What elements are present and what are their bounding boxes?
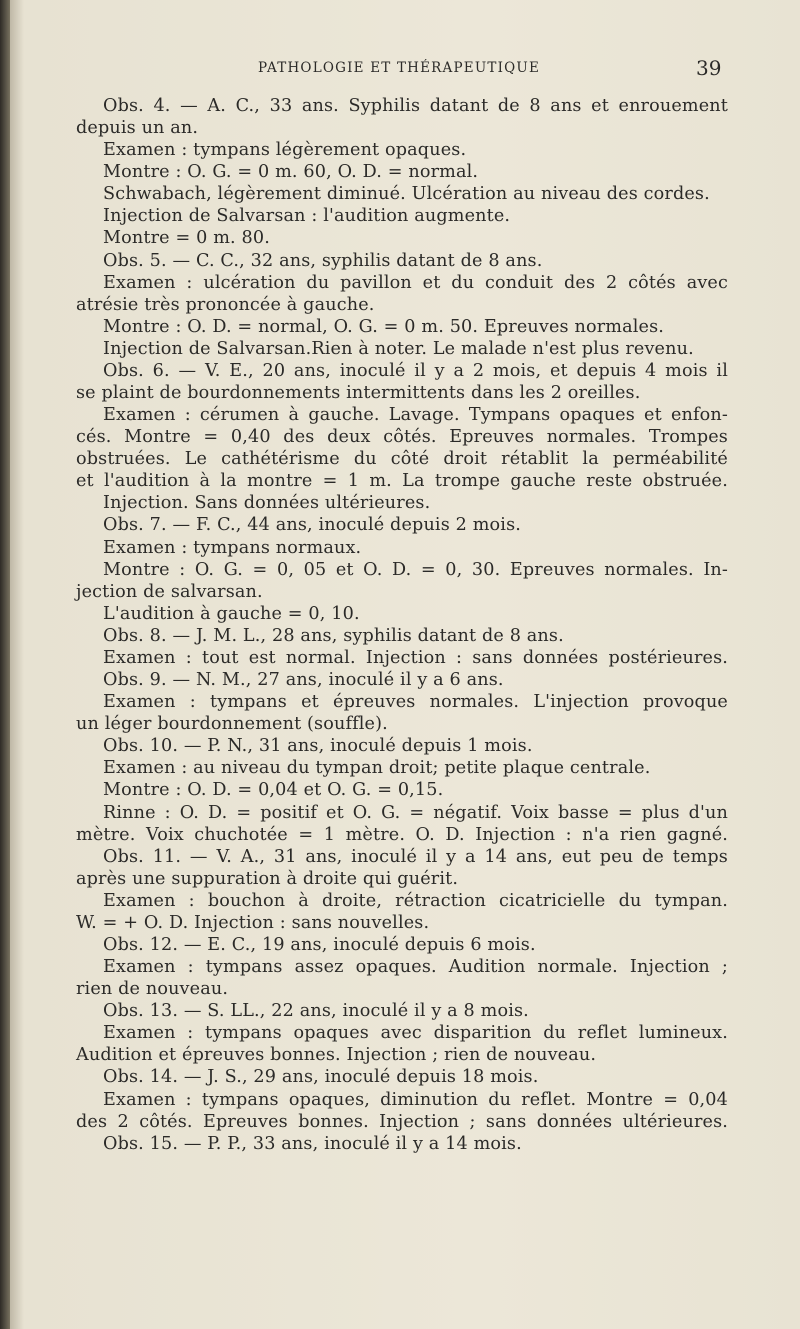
text-line: Examen : tympans opaques avec disparition du reflet lumineux. (103, 1023, 728, 1044)
text-line: Obs. 5. — C. C., 32 ans, syphilis datant de 8 ans. (103, 250, 543, 271)
text-line: un léger bourdonnement (souffle). (76, 714, 388, 735)
text-line: Examen : tout est normal. Injection : sans données postérieures. (103, 647, 728, 668)
text-line: Obs. 15. — P. P., 33 ans, inoculé il y a 14 mois. (103, 1133, 522, 1154)
text-line: L'audition à gauche = 0, 10. (103, 603, 360, 624)
text-line: Examen : tympans opaques, diminution du reflet. Montre = 0,04 (103, 1089, 728, 1110)
text-line: jection de salvarsan. (76, 581, 263, 602)
text-line: atrésie très prononcée à gauche. (76, 294, 375, 315)
text-line: Obs. 9. — N. M., 27 ans, inoculé il y a 6 ans. (103, 670, 504, 691)
body-text (76, 95, 728, 1155)
text-line: Examen : tympans et épreuves normales. L'injection provoque (103, 692, 728, 713)
text-line: W. = + O. D. Injection : sans nouvelles. (76, 912, 430, 933)
text-line: Montre : O. G. = 0 m. 60, O. D. = normal. (103, 162, 479, 183)
page-number: 39 (696, 56, 722, 80)
text-line: Examen : cérumen à gauche. Lavage. Tympans opaques et enfon- (103, 405, 728, 426)
text-line: Obs. 7. — F. C., 44 ans, inoculé depuis 2 mois. (103, 515, 521, 536)
text-line: Examen : tympans légèrement opaques. (103, 140, 467, 161)
text-line: Examen : bouchon à droite, rétraction cicatricielle du tympan. (103, 890, 728, 911)
text-line: Obs. 14. — J. S., 29 ans, inoculé depuis 18 mois. (103, 1067, 539, 1088)
text-line: Montre : O. D. = 0,04 et O. G. = 0,15. (103, 780, 444, 801)
running-head: PATHOLOGIE ET THÉRAPEUTIQUE (258, 60, 541, 76)
text-line: Obs. 6. — V. E., 20 ans, inoculé il y a 2 mois, et depuis 4 mois il (103, 360, 728, 381)
text-line: Examen : tympans assez opaques. Audition normale. Injection ; (103, 957, 728, 978)
text-line: Obs. 11. — V. A., 31 ans, inoculé il y a 14 ans, eut peu de temps (103, 846, 728, 867)
text-line: Rinne : O. D. = positif et O. G. = négatif. Voix basse = plus d'un (103, 802, 728, 823)
text-line: Obs. 13. — S. LL., 22 ans, inoculé il y a 8 mois. (103, 1001, 529, 1022)
text-line: Montre : O. D. = normal, O. G. = 0 m. 50. Epreuves normales. (103, 316, 664, 337)
text-line: cés. Montre = 0,40 des deux côtés. Epreuves normales. Trompes (76, 427, 728, 448)
text-line: Obs. 12. — E. C., 19 ans, inoculé depuis 6 mois. (103, 934, 536, 955)
text-line: obstruées. Le cathétérisme du côté droit rétablit la perméabilité (76, 449, 728, 470)
text-line: Obs. 10. — P. N., 31 ans, inoculé depuis 1 mois. (103, 736, 533, 757)
text-line: Obs. 4. — A. C., 33 ans. Syphilis datant de 8 ans et enrouement (103, 96, 728, 116)
text-line: mètre. Voix chuchotée = 1 mètre. O. D. Injection : n'a rien gagné. (76, 824, 728, 845)
text-line: Injection de Salvarsan.Rien à noter. Le malade n'est plus revenu. (103, 338, 694, 359)
text-line: des 2 côtés. Epreuves bonnes. Injection ; sans données ultérieures. (76, 1111, 728, 1132)
text-line: Obs. 8. — J. M. L., 28 ans, syphilis datant de 8 ans. (103, 625, 564, 646)
page-header (0, 56, 800, 80)
text-line: Examen : ulcération du pavillon et du conduit des 2 côtés avec (103, 272, 728, 293)
text-line: Schwabach, légèrement diminué. Ulcération au niveau des cordes. (103, 184, 710, 205)
text-line: Audition et épreuves bonnes. Injection ; rien de nouveau. (76, 1045, 597, 1066)
book-spine-shadow (0, 0, 10, 1329)
text-line: Injection de Salvarsan : l'audition augmente. (103, 206, 511, 227)
text-line: Injection. Sans données ultérieures. (103, 493, 431, 514)
text-line: Montre : O. G. = 0, 05 et O. D. = 0, 30. Epreuves normales. In- (103, 559, 728, 580)
text-line: Montre = 0 m. 80. (103, 228, 270, 249)
text-line: Examen : tympans normaux. (103, 537, 362, 558)
text-line: rien de nouveau. (76, 979, 229, 1000)
text-line: et l'audition à la montre = 1 m. La trompe gauche reste obstruée. (76, 471, 728, 492)
text-line: se plaint de bourdonnements intermittents dans les 2 oreilles. (76, 383, 641, 404)
text-line: depuis un an. (76, 118, 199, 139)
text-line: après une suppuration à droite qui guérit. (76, 868, 459, 889)
text-line: Examen : au niveau du tympan droit; petite plaque centrale. (103, 758, 651, 779)
